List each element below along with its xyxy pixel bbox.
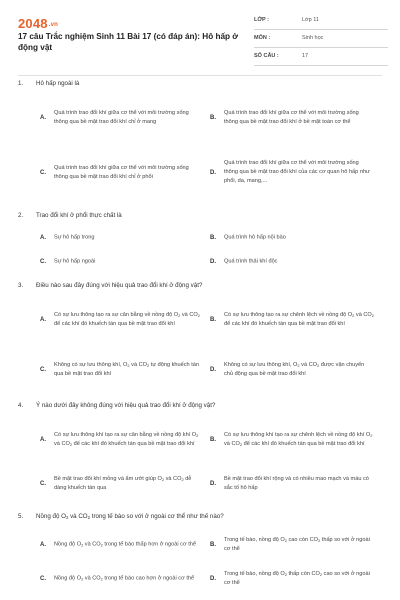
- question-4: [18, 402, 382, 510]
- option-a[interactable]: [40, 230, 210, 246]
- option-text: Quá trình trao đổi khí giữa cơ thể với môi trường sống thông qua bề mặt trao đổi khí của các cơ quan hô hấp như phổi, da, mang,...: [224, 160, 370, 185]
- meta-key: SỐ CÂU :: [254, 53, 279, 59]
- option-letter: D.: [210, 367, 216, 373]
- question-number: 1.: [18, 80, 24, 87]
- option-letter: C.: [40, 170, 46, 176]
- meta-value: 17: [302, 53, 309, 59]
- option-text: Có sự lưu thông tạo ra sự chênh lệch về nồng độ $O_2$ và $CO_2$ để các khí đó khuếch tán qua bề mặt trao đổi khí: [224, 311, 374, 327]
- option-letter: A.: [40, 437, 46, 443]
- option-text: Quá trình trao đổi khí giữa cơ thể với môi trường sống thông qua bề mặt trao đổi khí chỉ ở phổi: [54, 164, 189, 180]
- question-text: Ý nào dưới đây không đúng với hiệu quả trao đổi khí ở động vật?: [36, 402, 216, 409]
- question-number: 5.: [18, 513, 24, 520]
- question-text: Điều nào sau đây đúng với hiệu quả trao đổi khí ở động vật?: [36, 282, 203, 289]
- option-b[interactable]: [210, 230, 380, 246]
- option-c[interactable]: [40, 254, 210, 270]
- option-c[interactable]: [40, 148, 210, 198]
- option-b[interactable]: [210, 420, 380, 460]
- option-text: Quá trình trao đổi khí giữa cơ thể với môi trường sống thông qua bề mặt trao đổi khí chỉ ở mang: [54, 109, 189, 125]
- page-title: 17 câu Trắc nghiệm Sinh 11 Bài 17 (có đáp án): Hô hấp ở động vật: [18, 32, 239, 52]
- option-letter: C.: [40, 259, 46, 265]
- meta-panel: [254, 14, 388, 68]
- site-logo[interactable]: [18, 16, 58, 31]
- question-text: Hô hấp ngoài là: [36, 80, 80, 87]
- question-3: [18, 282, 382, 400]
- option-letter: A.: [40, 317, 46, 323]
- question-number: 4.: [18, 402, 24, 409]
- option-d[interactable]: [210, 254, 380, 270]
- option-a[interactable]: [40, 300, 210, 340]
- option-letter: B.: [210, 115, 216, 121]
- option-a[interactable]: [40, 420, 210, 460]
- meta-value: Sinh học: [302, 35, 324, 41]
- option-letter: C.: [40, 367, 46, 373]
- option-letter: C.: [40, 481, 46, 487]
- option-letter: A.: [40, 235, 46, 241]
- option-text: Không có sự lưu thông khí, $O_2$ và $CO_2$ tự động khuếch tán qua bề mặt trao đổi khí: [54, 361, 199, 377]
- option-d[interactable]: [210, 148, 380, 198]
- option-a[interactable]: [40, 531, 210, 559]
- option-letter: D.: [210, 259, 216, 265]
- option-letter: B.: [210, 437, 216, 443]
- question-number: 3.: [18, 282, 24, 289]
- option-letter: B.: [210, 235, 216, 241]
- option-text: Trong tế bào, nồng độ $O_2$ cao còn $CO_2$ thấp so với ở ngoài cơ thể: [224, 536, 370, 552]
- option-text: Quá trình trao đổi khí giữa cơ thể với môi trường sống thông qua bề mặt trao đổi khí ở bề mặt toàn cơ thể: [224, 109, 359, 125]
- option-text: Quá trình hô hấp nội bào: [224, 234, 286, 241]
- meta-row-class: [254, 14, 388, 30]
- option-c[interactable]: [40, 565, 210, 593]
- option-text: Có sự lưu thông tạo ra sự cân bằng về nồng độ $O_2$ và $CO_2$ để các khí đó khuếch tán qua bề mặt trao đổi khí: [54, 311, 200, 327]
- option-d[interactable]: [210, 350, 380, 390]
- logo-suffix: .vn: [48, 21, 59, 28]
- option-text: Sự hô hấp trong: [54, 234, 95, 241]
- question-2: [18, 212, 382, 280]
- option-letter: A.: [40, 115, 46, 121]
- option-text: Trong tế bào, nồng độ $O_2$ thấp còn $CO_2$ cao so với ở ngoài cơ thể: [224, 570, 370, 586]
- meta-value: Lớp 11: [302, 17, 319, 23]
- option-text: Bề mặt trao đổi khí mỏng và ẩm ướt giúp $O_2$ và $CO_2$ dễ dàng khuếch tán qua: [54, 475, 192, 491]
- option-b[interactable]: [210, 531, 380, 559]
- meta-row-count: [254, 50, 388, 66]
- option-text: Có sự lưu thông khí tạo ra sự chênh lệch về nồng độ khí $O_2$ và $CO_2$ để các khí đó khuếch tán qua bề mặt trao đổi khí: [224, 431, 373, 447]
- logo-text: 2048: [18, 16, 48, 31]
- option-letter: C.: [40, 576, 46, 582]
- option-text: Bề mặt trao đổi khí rộng và có nhiều mao mạch và máu có sắc tố hô hấp: [224, 475, 369, 491]
- option-b[interactable]: [210, 300, 380, 340]
- question-number: 2.: [18, 212, 24, 219]
- question-text: Nồng độ $O_2$ và $CO_2$ trong tế bào so với ở ngoài cơ thể như thế nào?: [36, 513, 224, 520]
- header-divider: [18, 75, 382, 76]
- page-header: [18, 12, 388, 74]
- option-letter: A.: [40, 542, 46, 548]
- option-text: Quá trình thải khí độc: [224, 258, 278, 265]
- option-text: Sự hô hấp ngoài: [54, 258, 96, 265]
- meta-key: MÔN :: [254, 35, 271, 41]
- option-a[interactable]: [40, 98, 210, 138]
- option-letter: D.: [210, 576, 216, 582]
- option-letter: D.: [210, 481, 216, 487]
- option-b[interactable]: [210, 98, 380, 138]
- option-c[interactable]: [40, 470, 210, 498]
- option-text: Nồng độ $O_2$ và $CO_2$ trong tế bào cao hơn ở ngoài cơ thể: [54, 575, 195, 582]
- question-1: [18, 80, 382, 212]
- option-letter: B.: [210, 542, 216, 548]
- option-text: Nồng độ $O_2$ và $CO_2$ trong tế bào thấp hơn ở ngoài cơ thể: [54, 541, 196, 548]
- option-c[interactable]: [40, 350, 210, 390]
- meta-row-subject: [254, 32, 388, 48]
- option-text: Không có sự lưu thông khí, $O_2$ và $CO_2$ được vận chuyển chủ động qua bề mặt trao đổi khí: [224, 361, 365, 377]
- question-text: Trao đổi khí ở phổi thực chất là: [36, 212, 122, 219]
- meta-key: LỚP :: [254, 17, 269, 23]
- question-5: [18, 513, 382, 597]
- option-letter: D.: [210, 170, 216, 176]
- option-text: Có sự lưu thông khí tạo ra sự cân bằng về nồng độ khí $O_2$ và $CO_2$ để các khí đó khuếch tán qua bề mặt trao đổi khí: [54, 431, 199, 447]
- option-d[interactable]: [210, 565, 380, 593]
- option-letter: B.: [210, 317, 216, 323]
- option-d[interactable]: [210, 470, 380, 498]
